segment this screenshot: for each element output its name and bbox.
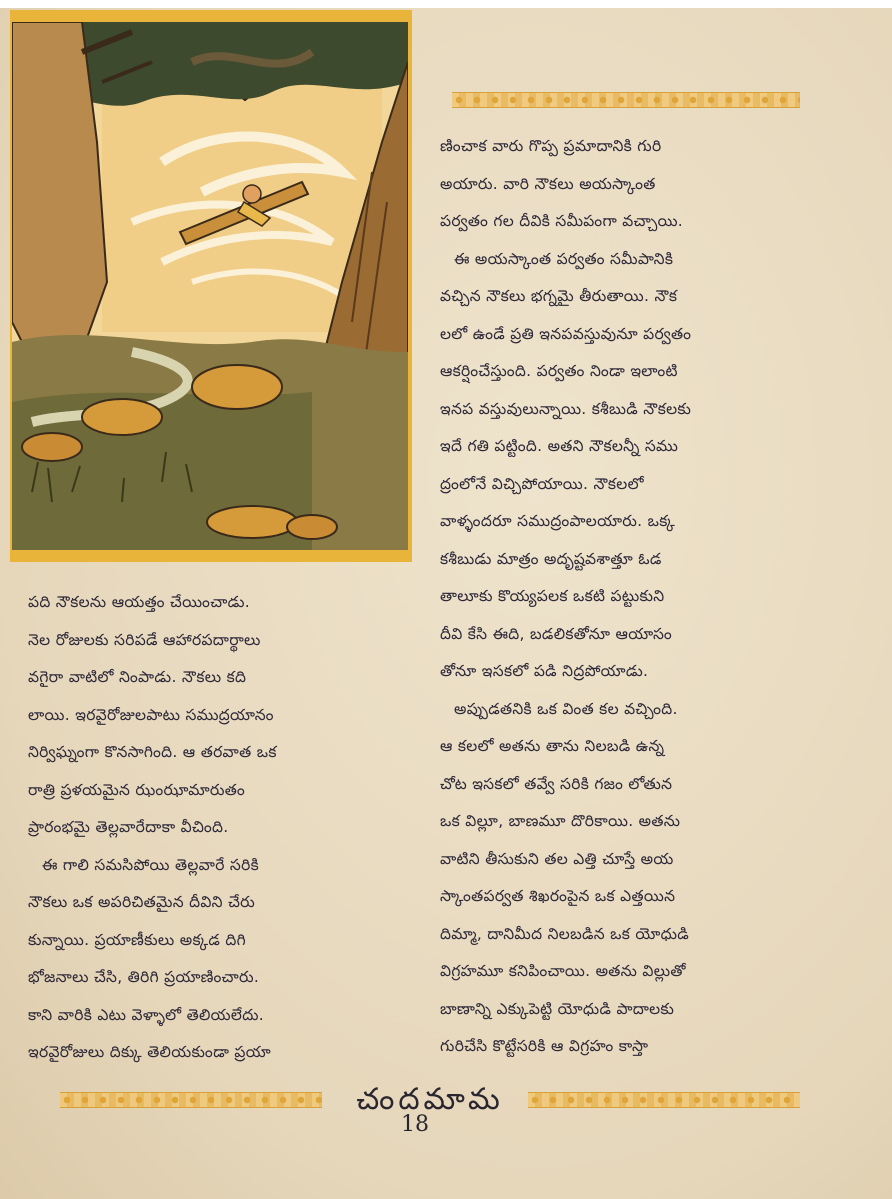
text-line: నౌకలు ఒక అపరిచితమైన దీవిని చేరు	[28, 893, 256, 911]
text-line: గురిచేసి కొట్టేసరికి ఆ విగ్రహం కాస్తా	[440, 1037, 649, 1055]
ornament-border-top-right	[452, 92, 800, 108]
text-line: ప్రారంభమై తెల్లవారేదాకా వీచింది.	[28, 818, 229, 836]
page-top-edge	[0, 0, 892, 8]
text-line: రాత్రి ప్రళయమైన ఝంఝామారుతం	[28, 780, 245, 799]
text-line: పర్వతం గల దీవికి సమీపంగా వచ్చాయి.	[440, 212, 684, 230]
right-text-column	[440, 128, 835, 1066]
text-line: వచ్చిన నౌకలు భగ్నమై తీరుతాయి. నౌక	[440, 287, 678, 305]
ornament-border-bottom-right	[528, 1092, 800, 1108]
text-line: ఆకర్షించేస్తుంది. పర్వతం నిండా ఇలాంటి	[440, 362, 678, 380]
text-line: కాని వారికి ఎటు వెళ్ళాలో తెలియలేదు.	[28, 1005, 265, 1024]
text-line: వగైరా వాటిలో నింపాడు. నౌకలు కది	[28, 668, 247, 686]
text-line: కున్నాయి. ప్రయాణీకులు అక్కడ దిగి	[28, 930, 246, 949]
text-line: తాలూకు కొయ్యపలక ఒకటి పట్టుకుని	[440, 587, 665, 605]
text-line: దిమ్మా, దానిమీద నిలబడిన ఒక యోధుడి	[440, 924, 690, 943]
left-text-column	[28, 584, 400, 1072]
text-line: పది నౌకలను ఆయత్తం చేయించాడు.	[28, 593, 250, 611]
text-line: భోజనాలు చేసి, తిరిగి ప్రయాణించారు.	[28, 968, 260, 986]
text-line: కశీబుడు మాత్రం అదృష్టవశాత్తూ ఓడ	[440, 549, 662, 568]
text-line: విగ్రహమూ కనిపించాయి. అతను విల్లుతో	[440, 962, 686, 980]
text-line: ఇదే గతి పట్టింది. అతని నౌకలన్నీ సము	[440, 437, 679, 455]
text-line: ణించాక వారు గొప్ప ప్రమాదానికి గురి	[440, 137, 662, 155]
text-line: తోనూ ఇసకలో పడి నిద్రపోయాడు.	[440, 662, 649, 680]
story-illustration	[10, 10, 412, 562]
text-line: ఆ కలలో అతను తాను నిలబడి ఉన్న	[440, 737, 665, 755]
text-line: ఒక విల్లూ, బాణమూ దొరికాయి. అతను	[440, 812, 681, 830]
text-line: లలో ఉండే ప్రతి ఇనపవస్తువునూ పర్వతం	[440, 324, 692, 343]
page-number: 18	[401, 1112, 429, 1137]
text-line: వాళ్ళందరూ సముద్రంపాలయారు. ఒక్క	[440, 512, 676, 530]
text-line: నెల రోజులకు సరిపడే ఆహారపదార్థాలు	[28, 630, 261, 649]
text-line: అయారు. వారి నౌకలు అయస్కాంత	[440, 174, 656, 193]
ornament-border-bottom-left	[60, 1092, 322, 1108]
illustration-drawing	[12, 22, 408, 550]
text-line: అప్పుడతనికి ఒక వింత కల వచ్చింది.	[454, 699, 678, 718]
magazine-name: చందమామ	[356, 1082, 504, 1117]
text-line: లాయి. ఇరవైరోజులపాటు సముద్రయానం	[28, 705, 274, 724]
text-line: ఈ గాలి సమసిపోయి తెల్లవారే సరికి	[42, 855, 259, 874]
text-line: చోట ఇసకలో తవ్వే సరికి గజం లోతున	[440, 774, 673, 793]
text-line: స్కాంతపర్వత శిఖరంపైన ఒక ఎత్తయిన	[440, 887, 676, 905]
text-line: నిర్విఘ్నంగా కొనసాగింది. ఆ తరవాత ఒక	[28, 743, 277, 761]
text-line: ద్రంలోనే విచ్చిపోయాయి. నౌకలలో	[440, 474, 644, 493]
text-line: బాణాన్ని ఎక్కుపెట్టి యోధుడి పాదాలకు	[440, 999, 675, 1018]
text-line: ఈ అయస్కాంత పర్వతం సమీపానికి	[454, 249, 674, 268]
text-line: వాటిని తీసుకుని తల ఎత్తి చూస్తే అయ	[440, 849, 674, 868]
text-line: ఇనప వస్తువులున్నాయి. కశీబుడి నౌకలకు	[440, 399, 692, 418]
text-line: ఇరవైరోజులు దిక్కు తెలియకుండా ప్రయా	[28, 1043, 271, 1061]
text-line: దీవి కేసి ఈది, బడలికతోనూ ఆయాసం	[440, 624, 672, 643]
